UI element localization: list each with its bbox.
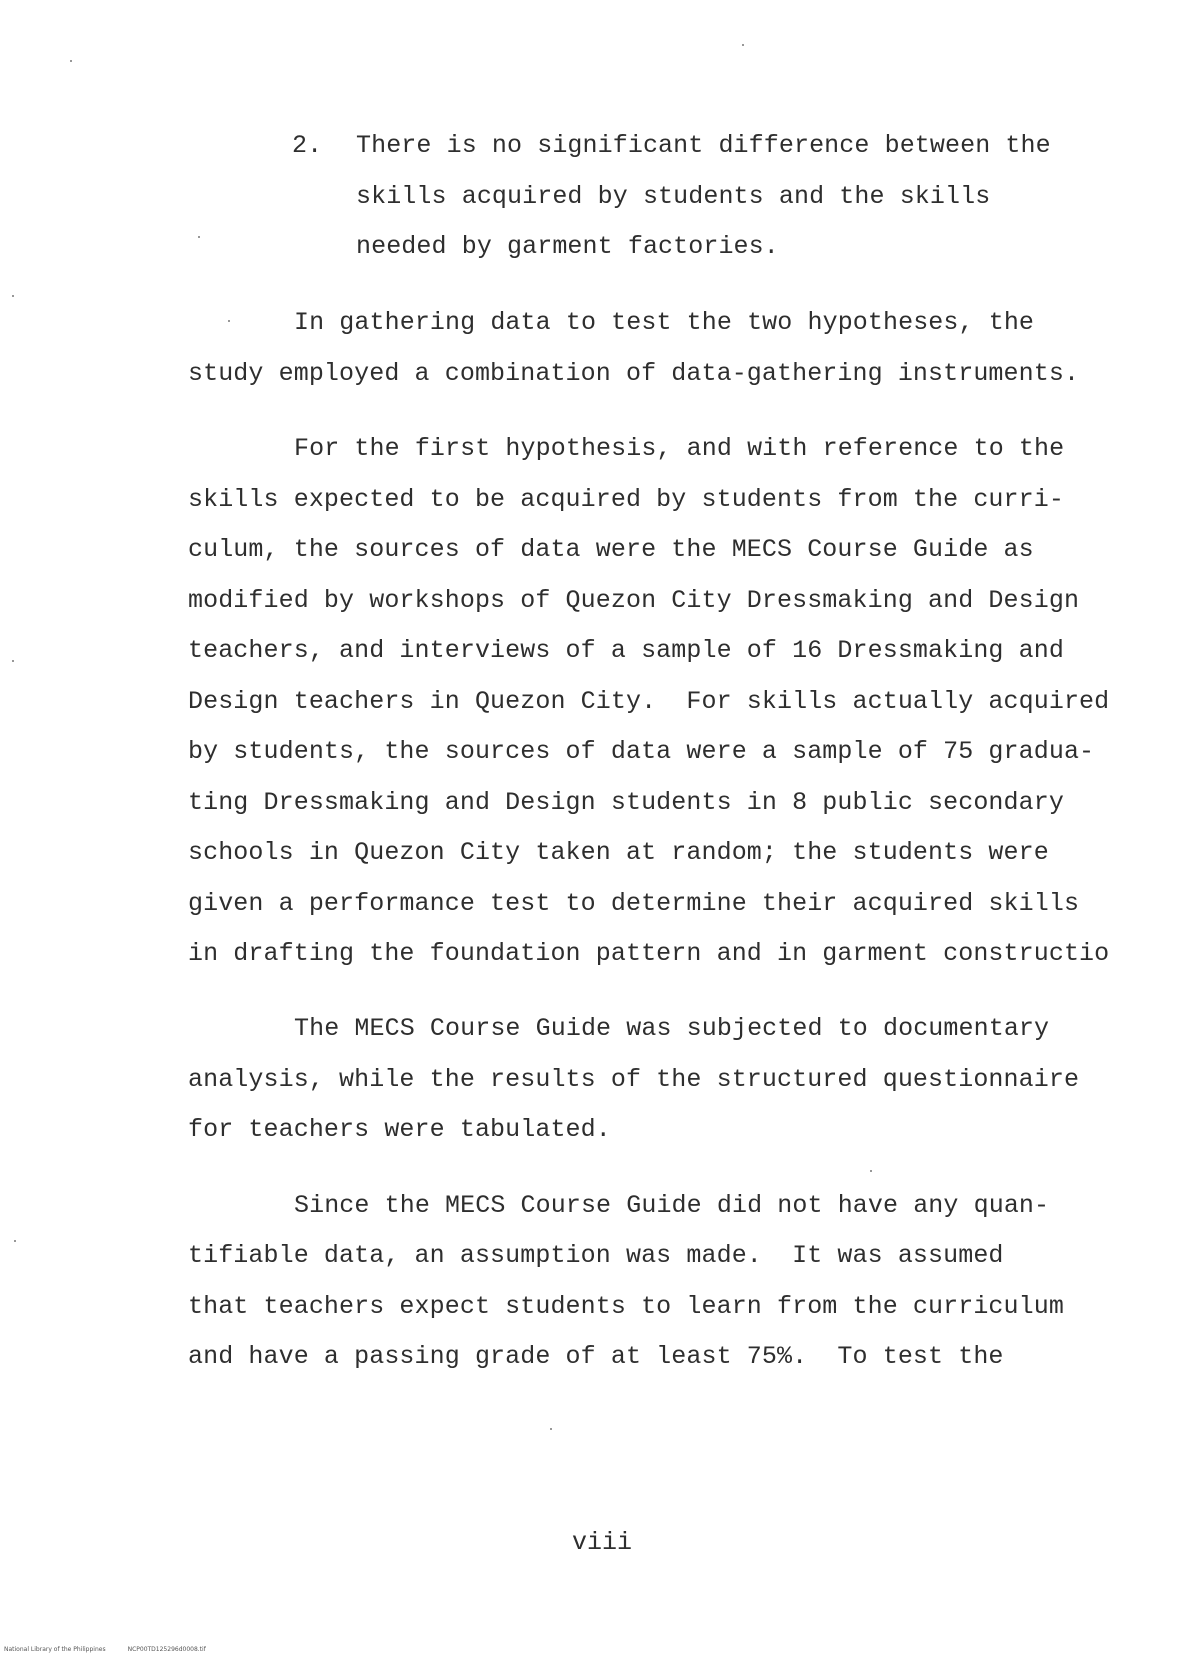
- list-item-number: 2.: [292, 131, 323, 160]
- paragraph-line: For the first hypothesis, and with reference to the: [294, 434, 1065, 463]
- page-number: viii: [572, 1528, 633, 1557]
- paragraph-line: given a performance test to determine their acquired skills: [188, 889, 1080, 918]
- paragraph-line: Since the MECS Course Guide did not have any quan-: [294, 1191, 1050, 1220]
- paragraph-line: analysis, while the results of the structured questionnaire: [188, 1065, 1080, 1094]
- scan-footer: [4, 1646, 228, 1654]
- list-item-line: There is no significant difference between the: [356, 131, 1051, 160]
- list-item-line: skills acquired by students and the skills: [356, 182, 991, 211]
- paragraph-line: for teachers were tabulated.: [188, 1115, 611, 1144]
- paragraph-line: schools in Quezon City taken at random; the students were: [188, 838, 1049, 867]
- scan-speck: [550, 1428, 552, 1430]
- scan-speck: [198, 236, 200, 238]
- paragraph-line: in drafting the foundation pattern and in garment constructio: [188, 939, 1110, 968]
- paragraph-line: modified by workshops of Quezon City Dressmaking and Design: [188, 586, 1080, 615]
- scan-speck: [70, 60, 72, 62]
- scan-speck: [14, 1240, 16, 1242]
- footer-file-id: NCP00TD125296d0008.tif: [127, 1646, 206, 1653]
- scan-speck: [870, 1170, 872, 1172]
- scan-speck: [12, 295, 14, 297]
- paragraph-line: teachers, and interviews of a sample of 16 Dressmaking and: [188, 636, 1064, 665]
- scan-speck: [12, 660, 14, 662]
- paragraph-line: study employed a combination of data-gathering instruments.: [188, 359, 1080, 388]
- paragraph-line: Design teachers in Quezon City. For skills actually acquired: [188, 687, 1110, 716]
- scan-speck: [742, 44, 744, 46]
- paragraph-line: culum, the sources of data were the MECS Course Guide as: [188, 535, 1034, 564]
- paragraph-line: that teachers expect students to learn from the curriculum: [188, 1292, 1064, 1321]
- scan-speck: [228, 320, 230, 322]
- footer-library: National Library of the Philippines: [4, 1646, 106, 1653]
- paragraph-line: The MECS Course Guide was subjected to documentary: [294, 1014, 1050, 1043]
- paragraph-line: and have a passing grade of at least 75%. To test the: [188, 1342, 1004, 1371]
- paragraph-line: ting Dressmaking and Design students in 8 public secondary: [188, 788, 1064, 817]
- list-item-line: needed by garment factories.: [356, 232, 779, 261]
- paragraph-line: skills expected to be acquired by students from the curri-: [188, 485, 1064, 514]
- paragraph-line: by students, the sources of data were a sample of 75 gradua-: [188, 737, 1095, 766]
- paragraph-line: tifiable data, an assumption was made. It was assumed: [188, 1241, 1004, 1270]
- paragraph-line: In gathering data to test the two hypotheses, the: [294, 308, 1035, 337]
